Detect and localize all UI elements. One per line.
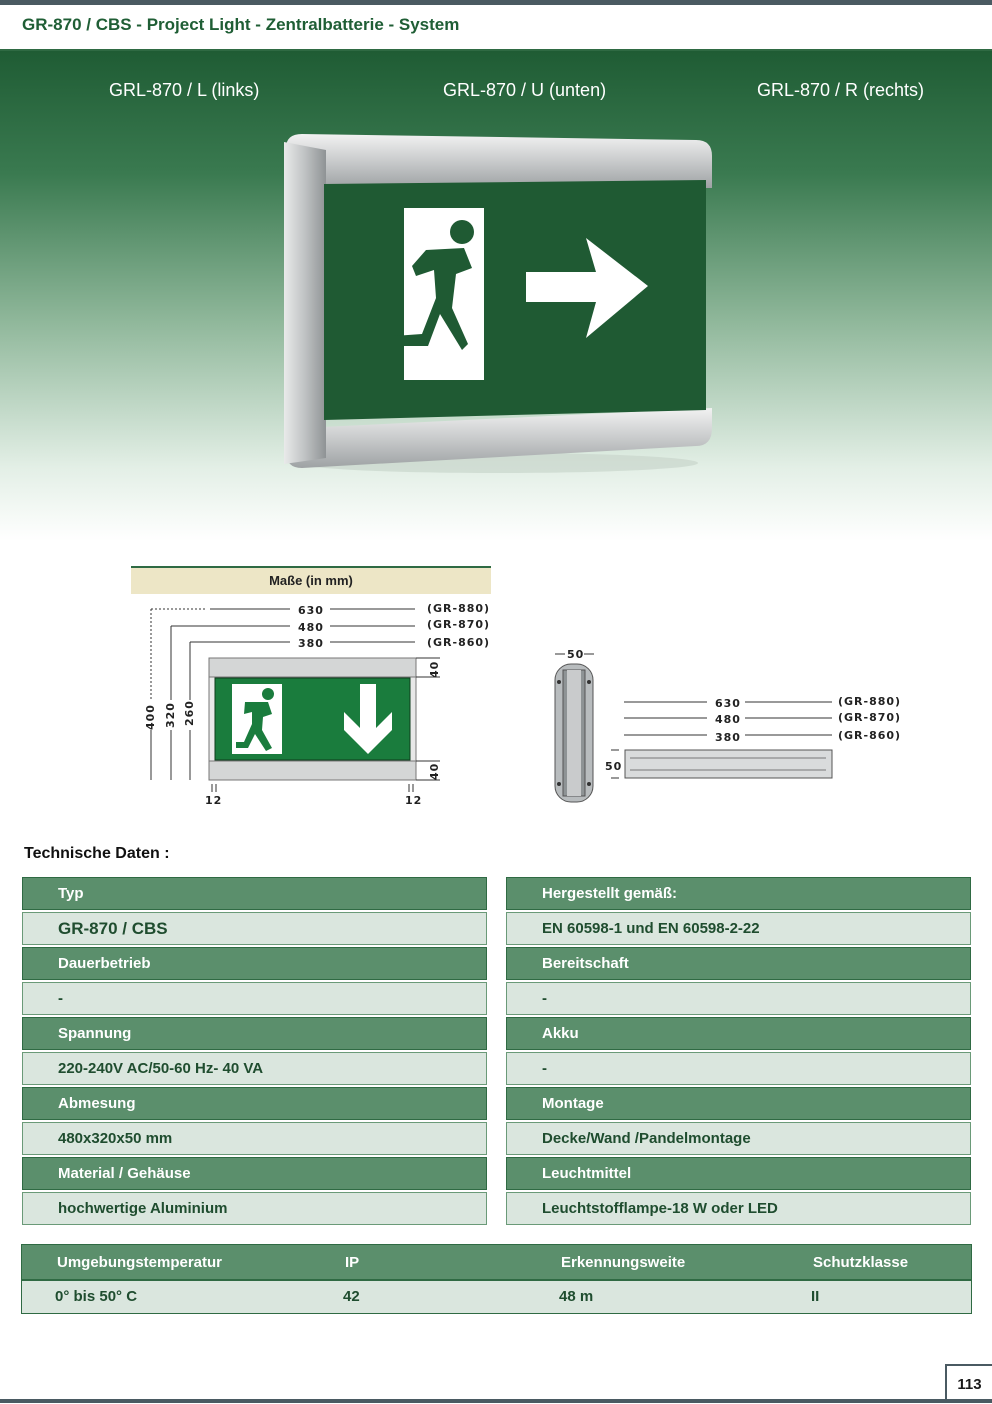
width-label-630: 630	[298, 604, 324, 617]
bottom-bar	[0, 1399, 992, 1403]
environment-table-header	[22, 1245, 971, 1281]
label-akku: Akku	[506, 1017, 971, 1050]
value-ip: 42	[343, 1288, 360, 1305]
variant-right: GRL-870 / R (rechts)	[757, 80, 925, 100]
height-label-400: 400	[144, 704, 157, 730]
side-label-left: 12	[205, 794, 223, 807]
model-label-870: (GR-870)	[427, 618, 491, 631]
dimensions-header: Maße (in mm)	[131, 566, 491, 594]
label-material: Material / Gehäuse	[22, 1157, 487, 1190]
environment-table-row	[22, 1281, 971, 1313]
value-spannung: 220-240V AC/50-60 Hz- 40 VA	[22, 1052, 487, 1085]
value-abmesung: 480x320x50 mm	[22, 1122, 487, 1155]
top-bar	[0, 0, 992, 5]
width-label-380: 380	[298, 637, 324, 650]
model-label-880-side: (GR-880)	[838, 695, 902, 708]
value-umgebungstemperatur: 0° bis 50° C	[55, 1288, 138, 1305]
width-label-630-side: 630	[715, 697, 741, 710]
value-akku: -	[506, 1052, 971, 1085]
header-ip: IP	[345, 1254, 360, 1271]
value-dauerbetrieb: -	[22, 982, 487, 1015]
label-abmesung: Abmesung	[22, 1087, 487, 1120]
variant-left: GRL-870 / L (links)	[109, 80, 260, 100]
value-typ: GR-870 / CBS	[22, 912, 487, 945]
label-montage: Montage	[506, 1087, 971, 1120]
tech-data-title: Technische Daten :	[24, 845, 170, 862]
label-hergestellt: Hergestellt gemäß:	[506, 877, 971, 910]
value-montage: Decke/Wand /Pandelmontage	[506, 1122, 971, 1155]
environment-table	[21, 1244, 972, 1314]
label-dauerbetrieb: Dauerbetrieb	[22, 947, 487, 980]
width-label-480: 480	[298, 621, 324, 634]
height-label-320: 320	[164, 702, 177, 728]
depth-label-top: 50	[567, 648, 585, 661]
header-umgebungstemperatur: Umgebungstemperatur	[57, 1254, 223, 1271]
page-title: GR-870 / CBS - Project Light - Zentralbatterie - System	[22, 15, 460, 34]
value-erkennungsweite: 48 m	[559, 1288, 594, 1305]
label-bereitschaft: Bereitschaft	[506, 947, 971, 980]
value-bereitschaft: -	[506, 982, 971, 1015]
frame-label-top: 40	[428, 660, 441, 678]
value-leuchtmittel: Leuchtstofflampe-18 W oder LED	[506, 1192, 971, 1225]
value-hergestellt: EN 60598-1 und EN 60598-2-22	[506, 912, 971, 945]
depth-label-side: 50	[605, 760, 623, 773]
height-label-260: 260	[183, 700, 196, 726]
model-label-870-side: (GR-870)	[838, 711, 902, 724]
label-typ: Typ	[22, 877, 487, 910]
value-material: hochwertige Aluminium	[22, 1192, 487, 1225]
value-schutzklasse: II	[811, 1288, 820, 1305]
variant-bottom: GRL-870 / U (unten)	[443, 80, 607, 100]
width-label-480-side: 480	[715, 713, 741, 726]
label-spannung: Spannung	[22, 1017, 487, 1050]
exit-sign-photo	[276, 128, 721, 478]
model-label-860-side: (GR-860)	[838, 729, 902, 742]
header-schutzklasse: Schutzklasse	[813, 1254, 909, 1271]
dimensions-drawing	[0, 590, 992, 820]
label-leuchtmittel: Leuchtmittel	[506, 1157, 971, 1190]
model-label-880: (GR-880)	[427, 602, 491, 615]
frame-label-bottom: 40	[428, 762, 441, 780]
width-label-380-side: 380	[715, 731, 741, 744]
model-label-860: (GR-860)	[427, 636, 491, 649]
header-erkennungsweite: Erkennungsweite	[561, 1254, 686, 1271]
side-label-right: 12	[405, 794, 423, 807]
page-number: 113	[945, 1364, 992, 1402]
